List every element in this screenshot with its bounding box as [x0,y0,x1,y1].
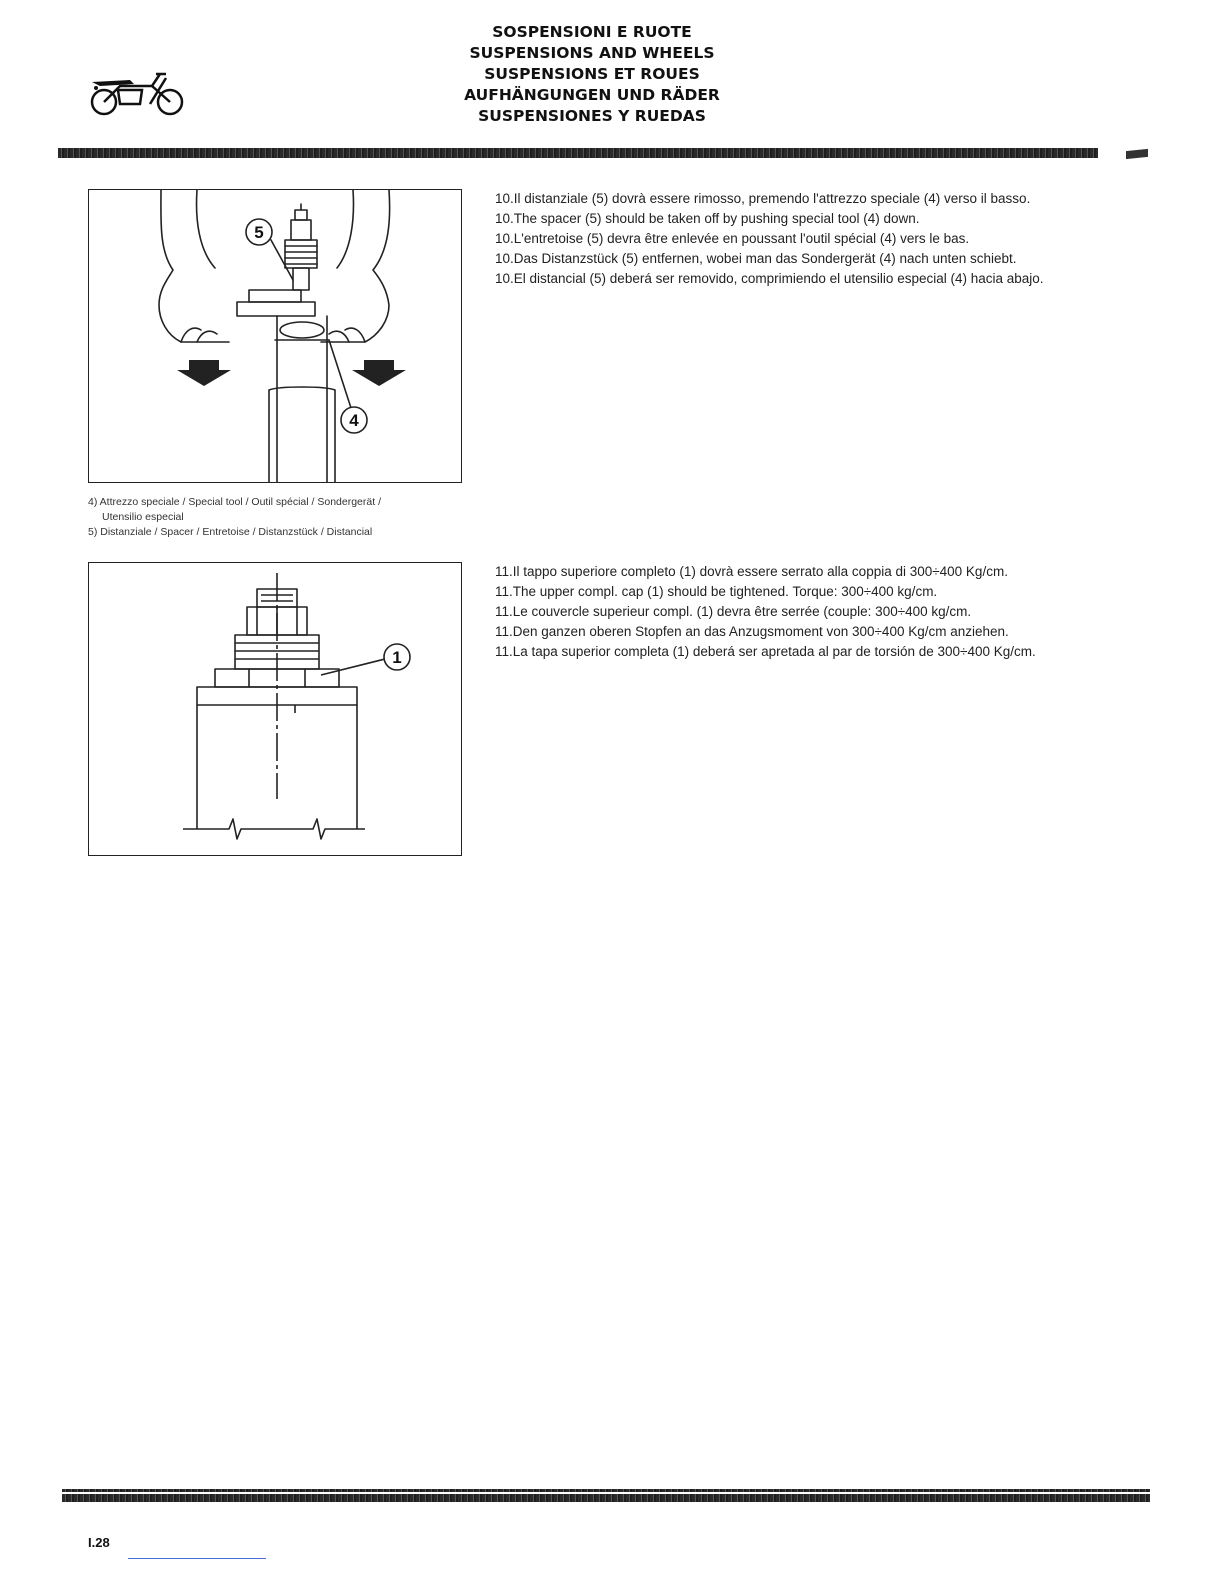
step-10-text [495,189,1085,289]
step-11-de: 11.Den ganzen oberen Stopfen an das Anzugsmoment von 300÷400 Kg/cm anziehen. [495,624,1009,639]
step-10-de: 10.Das Distanzstück (5) entfernen, wobei man das Sondergerät (4) nach unten schiebt. [495,251,1017,266]
title-it: SOSPENSIONI E RUOTE [492,23,692,41]
callout-5: 5 [254,223,264,242]
caption-line: 5) Distanziale / Spacer / Entretoise / Distanzstück / Distancial [88,526,373,538]
step-10-es: 10.El distancial (5) deberá ser removido, comprimiendo el utensilio especial (4) hacia abajo. [495,271,1044,286]
step-11-text [495,562,1085,662]
bottom-divider [62,1484,1150,1502]
figure-caption [88,495,488,540]
title-de: AUFHÄNGUNGEN UND RÄDER [464,86,720,104]
step-10-en: 10.The spacer (5) should be taken off by pushing special tool (4) down. [495,211,920,226]
step-10-it: 10.Il distanziale (5) dovrà essere rimosso, premendo l'attrezzo speciale (4) verso il basso. [495,191,1031,206]
title-en: SUSPENSIONS AND WHEELS [469,44,715,62]
top-divider [58,148,1098,158]
title-es: SUSPENSIONES Y RUEDAS [478,107,706,125]
callout-4: 4 [349,411,359,430]
step-10-fr: 10.L'entretoise (5) devra être enlevée en poussant l'outil spécial (4) vers le bas. [495,231,970,246]
step-11-fr: 11.Le couvercle superieur compl. (1) devra être serrée (couple: 300÷400 kg/cm. [495,604,972,619]
title-fr: SUSPENSIONS ET ROUES [484,65,700,83]
step-11-en: 11.The upper compl. cap (1) should be tightened. Torque: 300÷400 kg/cm. [495,584,938,599]
caption-line: Utensilio especial [102,511,184,523]
page-link-underline [128,1558,266,1559]
figure-cap-tightening [88,562,462,856]
callout-1: 1 [392,648,402,667]
step-11-it: 11.Il tappo superiore completo (1) dovrà essere serrato alla coppia di 300÷400 Kg/cm. [495,564,1008,579]
top-divider-tail [1126,149,1148,159]
motorcycle-icon [90,70,185,120]
caption-line: 4) Attrezzo speciale / Special tool / Outil spécial / Sondergerät / [88,496,381,508]
figure-spacer-removal [88,189,462,483]
page-number: I.28 [88,1535,110,1550]
step-11-es: 11.La tapa superior completa (1) deberá ser apretada al par de torsión de 300÷400 Kg/cm. [495,644,1036,659]
